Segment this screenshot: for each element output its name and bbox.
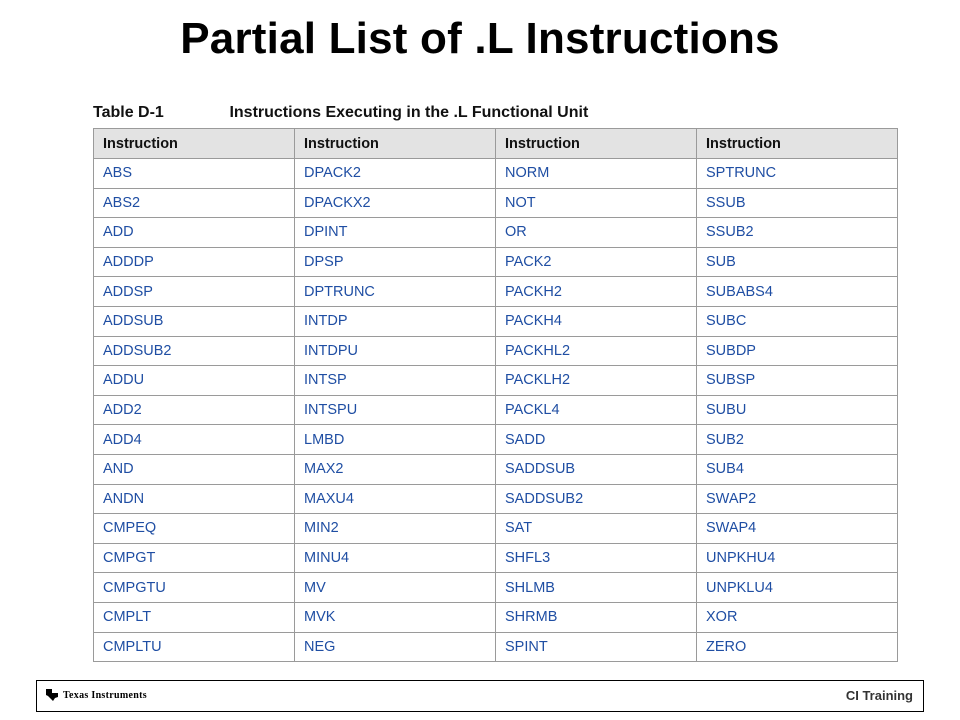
instruction-cell: CMPGT: [94, 543, 295, 573]
instruction-cell: MIN2: [295, 514, 496, 544]
column-header: Instruction: [295, 129, 496, 159]
instruction-cell: DPACKX2: [295, 188, 496, 218]
instruction-cell: PACK2: [496, 247, 697, 277]
instruction-cell: SAT: [496, 514, 697, 544]
instruction-cell: SUB: [697, 247, 898, 277]
instruction-cell: ABS2: [94, 188, 295, 218]
instruction-cell: MINU4: [295, 543, 496, 573]
instruction-cell: ADD2: [94, 395, 295, 425]
instruction-cell: SSUB: [697, 188, 898, 218]
instruction-cell: CMPLTU: [94, 632, 295, 662]
instruction-cell: NORM: [496, 159, 697, 189]
table-row: [94, 188, 898, 218]
instruction-cell: ABS: [94, 159, 295, 189]
instruction-cell: SUB4: [697, 454, 898, 484]
instruction-cell: SPTRUNC: [697, 159, 898, 189]
instruction-cell: UNPKHU4: [697, 543, 898, 573]
instruction-cell: PACKHL2: [496, 336, 697, 366]
instruction-cell: SADDSUB2: [496, 484, 697, 514]
instruction-cell: SUBSP: [697, 366, 898, 396]
instruction-cell: XOR: [697, 602, 898, 632]
table-row: [94, 514, 898, 544]
table-row: [94, 573, 898, 603]
instruction-cell: ADD4: [94, 425, 295, 455]
instruction-cell: SUBDP: [697, 336, 898, 366]
table-row: [94, 484, 898, 514]
table-caption: [93, 104, 588, 122]
table-row: [94, 395, 898, 425]
instruction-cell: UNPKLU4: [697, 573, 898, 603]
instruction-cell: MVK: [295, 602, 496, 632]
instruction-cell: OR: [496, 218, 697, 248]
instruction-cell: SSUB2: [697, 218, 898, 248]
instruction-cell: DPSP: [295, 247, 496, 277]
instruction-cell: SADDSUB: [496, 454, 697, 484]
table-body: [94, 159, 898, 662]
instruction-cell: ANDN: [94, 484, 295, 514]
instruction-cell: DPINT: [295, 218, 496, 248]
instruction-cell: ADDSUB: [94, 306, 295, 336]
table-row: [94, 247, 898, 277]
table-row: [94, 306, 898, 336]
table-row: [94, 425, 898, 455]
instruction-cell: NEG: [295, 632, 496, 662]
instruction-cell: PACKH2: [496, 277, 697, 307]
instruction-cell: MV: [295, 573, 496, 603]
instruction-cell: DPACK2: [295, 159, 496, 189]
instruction-cell: SADD: [496, 425, 697, 455]
slide-title: Partial List of .L Instructions: [180, 14, 780, 63]
table-caption-text: Instructions Executing in the .L Functional Unit: [229, 104, 589, 121]
texas-state-icon: [45, 688, 59, 702]
ti-logo: [45, 688, 147, 702]
instruction-cell: AND: [94, 454, 295, 484]
table-row: [94, 454, 898, 484]
instruction-cell: INTSP: [295, 366, 496, 396]
instruction-cell: SWAP2: [697, 484, 898, 514]
footer-bar: [36, 680, 924, 712]
instruction-cell: CMPEQ: [94, 514, 295, 544]
instruction-cell: LMBD: [295, 425, 496, 455]
table-row: [94, 602, 898, 632]
ti-logo-text: Texas Instruments: [63, 689, 147, 701]
table-header-row: [94, 129, 898, 159]
instruction-cell: NOT: [496, 188, 697, 218]
instruction-cell: INTDPU: [295, 336, 496, 366]
instruction-cell: CMPGTU: [94, 573, 295, 603]
table-row: [94, 366, 898, 396]
instruction-cell: MAXU4: [295, 484, 496, 514]
instruction-cell: INTSPU: [295, 395, 496, 425]
instructions-table: [93, 128, 898, 662]
instruction-cell: PACKH4: [496, 306, 697, 336]
instruction-cell: SHRMB: [496, 602, 697, 632]
instruction-cell: ADDSUB2: [94, 336, 295, 366]
instruction-cell: PACKLH2: [496, 366, 697, 396]
table-row: [94, 632, 898, 662]
table-caption-id: Table D-1: [93, 104, 164, 121]
instruction-cell: SWAP4: [697, 514, 898, 544]
instruction-cell: CMPLT: [94, 602, 295, 632]
instruction-cell: PACKL4: [496, 395, 697, 425]
column-header: Instruction: [94, 129, 295, 159]
instruction-cell: MAX2: [295, 454, 496, 484]
instruction-cell: DPTRUNC: [295, 277, 496, 307]
instruction-cell: SUBU: [697, 395, 898, 425]
table-row: [94, 277, 898, 307]
table-row: [94, 336, 898, 366]
table-row: [94, 159, 898, 189]
instruction-cell: ZERO: [697, 632, 898, 662]
instruction-cell: ADDDP: [94, 247, 295, 277]
instruction-cell: SPINT: [496, 632, 697, 662]
instruction-cell: SUB2: [697, 425, 898, 455]
instruction-cell: SHLMB: [496, 573, 697, 603]
column-header: Instruction: [496, 129, 697, 159]
instruction-cell: ADDSP: [94, 277, 295, 307]
instruction-cell: SUBABS4: [697, 277, 898, 307]
instruction-cell: SHFL3: [496, 543, 697, 573]
instruction-cell: SUBC: [697, 306, 898, 336]
instruction-cell: ADD: [94, 218, 295, 248]
table-row: [94, 218, 898, 248]
column-header: Instruction: [697, 129, 898, 159]
ci-training-label: CI Training: [845, 688, 913, 703]
instruction-cell: INTDP: [295, 306, 496, 336]
instruction-cell: ADDU: [94, 366, 295, 396]
table-row: [94, 543, 898, 573]
